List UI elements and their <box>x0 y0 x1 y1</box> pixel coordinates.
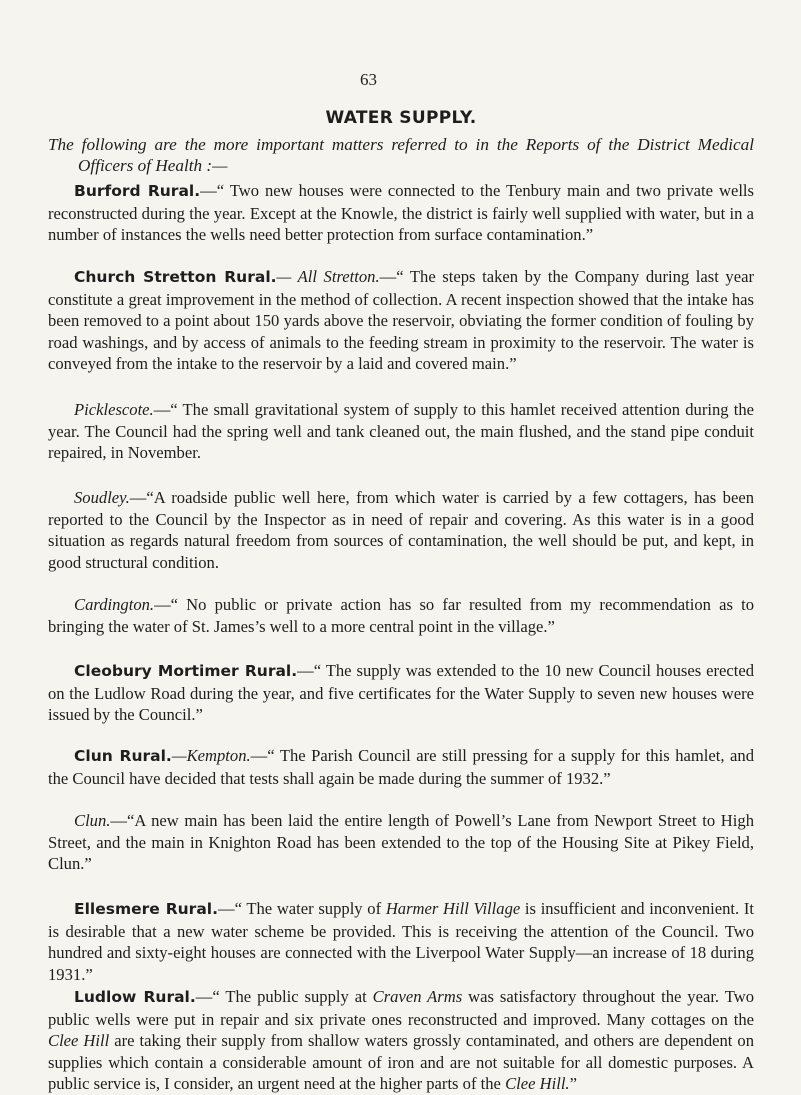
place-name: Clee Hill. <box>505 1074 570 1093</box>
paragraph-cleobury-mortimer <box>48 660 754 726</box>
district-label: Ludlow Rural. <box>74 988 196 1006</box>
place-label: Clun. <box>74 811 111 830</box>
section-heading: WATER SUPPLY. <box>325 108 477 128</box>
district-label: Cleobury Mortimer Rural. <box>74 662 298 680</box>
paragraph-text: —“ The supply was extended to the 10 new Council houses erected on the Ludlow Road during the year, and five certificates for the Water Supply to seven new houses were issued by the Council.” <box>48 661 754 724</box>
paragraph-text: —“A new main has been laid the entire length of Powell’s Lane from Newport Street to High Street, and the main in Knighton Road has been extended to the top of the Housing Site at Pikey Field, Clun.” <box>48 811 754 873</box>
place-name: Clee Hill <box>48 1031 110 1050</box>
paragraph-cardington <box>48 594 754 637</box>
paragraph-text: —“ The public supply at <box>195 987 373 1006</box>
paragraph-church-stretton <box>48 266 754 375</box>
paragraph-text: —“ No public or private action has so far resulted from my recommendation as to bringing the water of St. James’s well to a more central point in the village.” <box>48 595 754 636</box>
paragraph-burford <box>48 180 754 246</box>
page-number: 63 <box>360 70 377 89</box>
paragraph-text: —“ The Parish Council are still pressing for a supply for this hamlet, and the Council have decided that tests shall again be made during the summer of 1932.” <box>48 746 754 788</box>
paragraph-ludlow <box>48 986 754 1095</box>
place-label: Cardington. <box>74 595 155 614</box>
place-label: Picklescote. <box>74 400 154 419</box>
paragraph-text: —“ The water supply of <box>217 899 386 918</box>
paragraph-soudley <box>48 487 754 573</box>
place-label: Soudley. <box>74 488 130 507</box>
district-label: Ellesmere Rural. <box>74 900 218 918</box>
paragraph-clun <box>48 810 754 875</box>
paragraph-text: —“ The small gravitational system of supply to this hamlet received attention during the year. The Council had the spring well and tank cleaned out, the main flushed, and the stand pipe conduit repaired, in November. <box>48 400 754 462</box>
place-name: Craven Arms <box>372 987 463 1006</box>
district-label: Burford Rural. <box>74 182 201 200</box>
district-label: Clun Rural. <box>74 747 172 765</box>
district-label: Church Stretton Rural. <box>74 268 277 286</box>
paragraph-text: —“ The steps taken by the Company during last year constitute a great improvement in the method of collection. A recent inspection showed that the intake has been removed to a point about 150 yards above the reservoir, obviating the former condition of fouling by road washings, and by access of animals to the feeding stream in proximity to the reservoir. The water is conveyed from the intake to the reservoir by a laid and covered main.” <box>48 267 754 373</box>
paragraph-picklescote <box>48 399 754 464</box>
paragraph-ellesmere <box>48 898 754 985</box>
paragraph-text: —“A roadside public well here, from which water is carried by a few cottagers, has been reported to the Council by the Inspector as in need of repair and covering. As this water is in a good situation as regards natural freedom from sources of contamination, the well should be put, and kept, in good structural condition. <box>48 488 754 572</box>
paragraph-text: is insufficient and inconvenient. It is desirable that a new water scheme be provided. This is receiving the attention of the Council. Two hundred and sixty-eight houses are connected with the Liverpool Water Supply—an increase of 18 during 1931.” <box>48 899 754 984</box>
paragraph-text: are taking their supply from shallow waters grossly contaminated, and others are dependent on supplies which contain a considerable amount of iron and are not suitable for all domestic purposes. A public service is, I consider, an urgent need at the higher parts of the <box>48 1031 754 1093</box>
intro-paragraph: The following are the more important matters referred to in the Reports of the District Medical Officers of Health :— <box>48 135 754 175</box>
place-label: — All Stretton. <box>276 267 380 286</box>
place-label: —Kempton. <box>171 746 251 765</box>
paragraph-text: was satisfactory throughout the year. Two public wells were put in repair and six private ones reconstructed and improved. Many cottages on the <box>48 987 754 1029</box>
paragraph-text: —“ Two new houses were connected to the Tenbury main and two private wells reconstructed during the year. Except at the Knowle, the district is fairly well supplied with water, but in a number of instances the wells need better protection from surface contamination.” <box>48 181 754 244</box>
paragraph-text: ” <box>569 1074 577 1093</box>
place-name: Harmer Hill Village <box>385 899 521 918</box>
paragraph-clun-rural <box>48 745 754 789</box>
